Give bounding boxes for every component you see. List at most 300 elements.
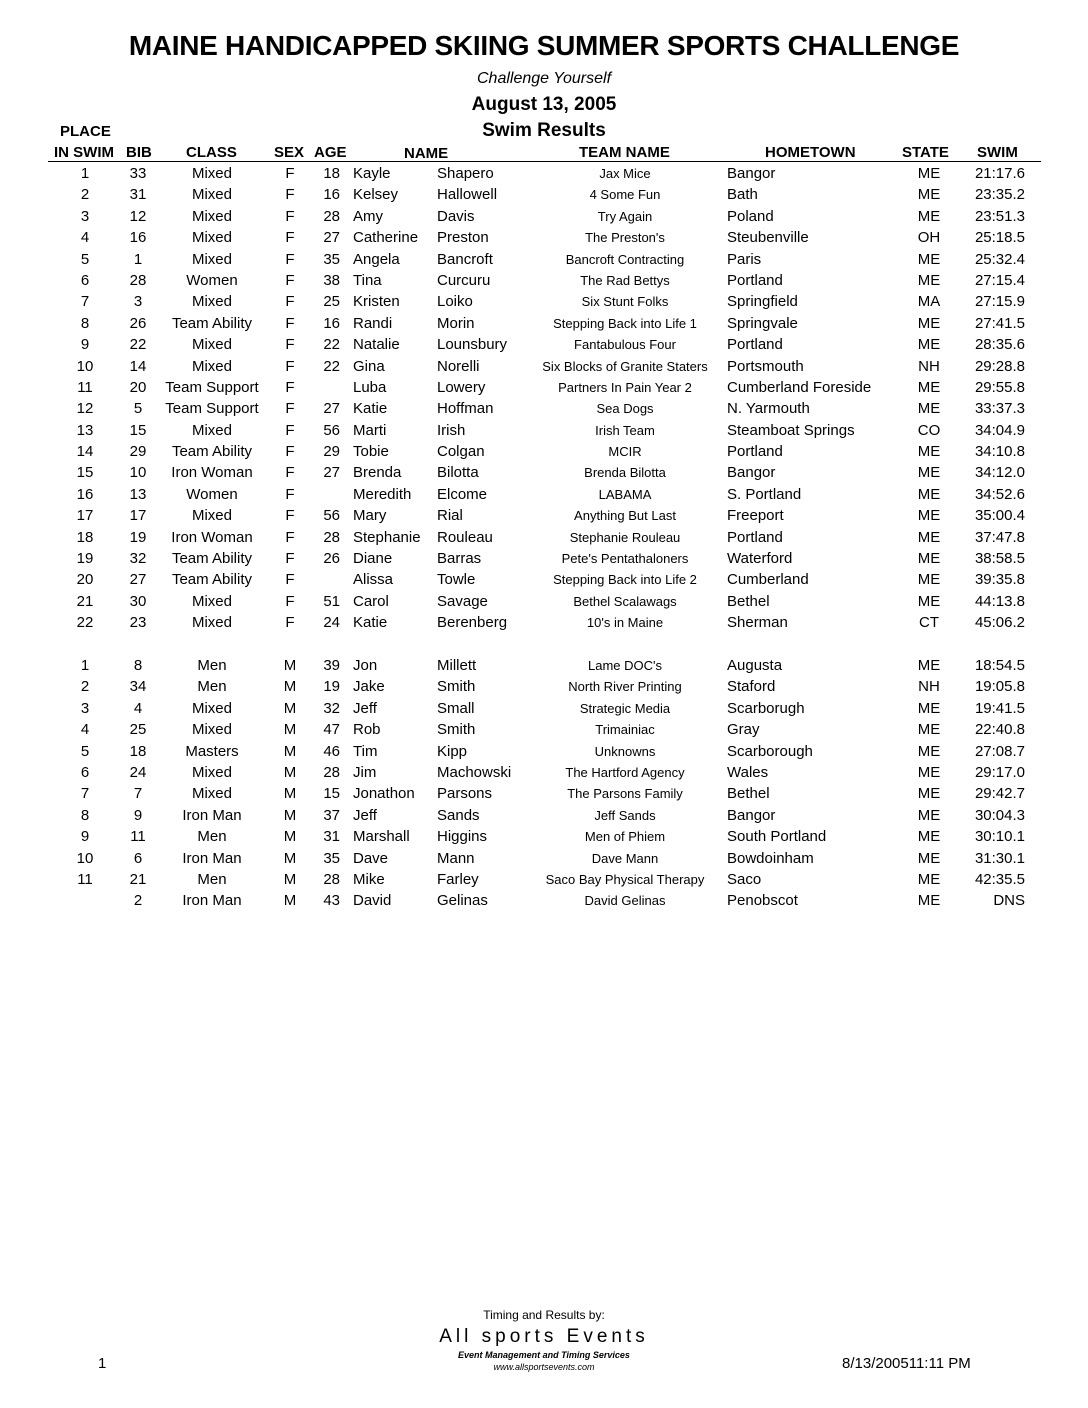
cell-bib: 21 (129, 870, 147, 888)
col-sex: SEX (274, 144, 305, 161)
cell-swim: DNS (993, 892, 1025, 910)
cell-first: Mike (353, 870, 385, 888)
cell-first: David (353, 892, 392, 910)
cell-swim: 30:10.1 (974, 828, 1025, 846)
cell-swim: 27:08.7 (974, 742, 1025, 760)
cell-swim: 39:35.8 (974, 571, 1025, 589)
cell-last: Rial (437, 507, 463, 525)
cell-last: Towle (437, 571, 476, 589)
cell-place: 10 (76, 849, 94, 867)
cell-state: NH (918, 357, 940, 375)
cell-class: Mixed (191, 336, 232, 354)
cell-bib: 29 (129, 443, 147, 461)
cell-swim: 34:52.6 (974, 485, 1025, 503)
cell-hometown: Bethel (727, 592, 770, 610)
cell-class: Mixed (191, 293, 232, 311)
cell-class: Team Ability (171, 314, 253, 332)
cell-swim: 23:35.2 (974, 186, 1025, 204)
cell-class: Team Ability (171, 443, 253, 461)
cell-swim: 19:05.8 (974, 678, 1025, 696)
cell-hometown: Portland (727, 336, 783, 354)
cell-place: 14 (76, 443, 94, 461)
cell-bib: 26 (129, 314, 147, 332)
cell-state: ME (917, 870, 941, 888)
cell-last: Parsons (437, 785, 493, 803)
cell-state: ME (917, 507, 941, 525)
cell-hometown: Poland (727, 207, 774, 225)
cell-bib: 24 (129, 763, 147, 781)
table-row (0, 441, 1088, 462)
cell-bib: 18 (129, 742, 147, 760)
col-place-top: PLACE (60, 123, 111, 140)
cell-class: Mixed (191, 592, 232, 610)
cell-class: Mixed (191, 165, 232, 182)
cell-team: The Hartford Agency (565, 764, 685, 780)
cell-last: Kipp (437, 742, 468, 760)
cell-sex: M (283, 849, 297, 867)
cell-bib: 20 (129, 378, 147, 396)
cell-bib: 34 (129, 678, 147, 696)
table-row (0, 762, 1088, 783)
cell-sex: F (285, 550, 295, 568)
cell-last: Loiko (437, 293, 473, 311)
cell-place: 7 (80, 785, 90, 803)
cell-last: Norelli (437, 357, 480, 375)
cell-first: Diane (353, 550, 393, 568)
cell-bib: 8 (133, 656, 143, 674)
cell-last: Savage (437, 592, 488, 610)
cell-hometown: Springfield (727, 293, 798, 311)
cell-sex: F (285, 421, 295, 439)
cell-first: Catherine (353, 229, 419, 247)
cell-team: The Parsons Family (567, 786, 683, 802)
cell-team: Pete's Pentathaloners (561, 551, 689, 567)
cell-bib: 5 (133, 400, 143, 418)
sponsor-tagline: Event Management and Timing Services (458, 1350, 630, 1360)
col-age: AGE (314, 144, 347, 161)
table-row (0, 826, 1088, 847)
cell-first: Tobie (353, 443, 389, 461)
cell-state: ME (917, 207, 941, 225)
cell-state: ME (917, 571, 941, 589)
cell-state: ME (917, 849, 941, 867)
cell-first: Marshall (353, 828, 410, 846)
cell-sex: F (285, 207, 295, 225)
cell-bib: 31 (129, 186, 147, 204)
cell-class: Masters (185, 742, 239, 760)
cell-team: Saco Bay Physical Therapy (545, 871, 705, 887)
cell-swim: 34:10.8 (974, 443, 1025, 461)
cell-sex: F (285, 229, 295, 247)
cell-class: Mixed (191, 250, 232, 268)
cell-first: Amy (353, 207, 383, 225)
cell-age: 19 (323, 678, 340, 696)
cell-place: 18 (76, 528, 94, 546)
cell-hometown: Paris (727, 250, 762, 268)
cell-bib: 7 (133, 785, 143, 803)
cell-sex: F (285, 378, 295, 396)
cell-team: Try Again (597, 208, 653, 224)
cell-age: 32 (323, 699, 340, 717)
cell-last: Shapero (437, 165, 494, 182)
cell-sex: M (283, 656, 297, 674)
cell-age: 28 (323, 763, 340, 781)
cell-sex: F (285, 336, 295, 354)
cell-team: Stepping Back into Life 1 (553, 315, 697, 331)
col-team: TEAM NAME (579, 144, 670, 161)
cell-last: Morin (437, 314, 475, 332)
cell-last: Machowski (437, 763, 512, 781)
cell-place: 3 (80, 699, 90, 717)
cell-place: 7 (80, 293, 90, 311)
cell-last: Barras (437, 550, 482, 568)
col-swim: SWIM (977, 144, 1018, 161)
cell-first: Brenda (353, 464, 402, 482)
cell-hometown: Waterford (727, 550, 793, 568)
cell-place: 20 (76, 571, 94, 589)
cell-state: NH (918, 678, 940, 696)
cell-last: Davis (437, 207, 475, 225)
cell-place: 22 (76, 614, 94, 632)
cell-team: Stepping Back into Life 2 (553, 572, 697, 588)
cell-hometown: Portland (727, 271, 783, 289)
cell-place: 5 (80, 250, 90, 268)
cell-first: Katie (353, 614, 388, 632)
table-row (0, 313, 1088, 334)
cell-first: Kristen (353, 293, 400, 311)
cell-swim: 45:06.2 (974, 614, 1025, 632)
cell-first: Marti (353, 421, 387, 439)
cell-swim: 22:40.8 (974, 721, 1025, 739)
cell-swim: 27:41.5 (974, 314, 1025, 332)
cell-hometown: Portland (727, 528, 783, 546)
cell-class: Men (197, 828, 227, 846)
cell-class: Mixed (191, 229, 232, 247)
cell-hometown: N. Yarmouth (727, 400, 810, 418)
sponsor-logo: All sports Events (439, 1326, 649, 1347)
cell-bib: 9 (133, 806, 143, 824)
cell-bib: 23 (129, 614, 147, 632)
cell-last: Elcome (437, 485, 488, 503)
cell-age: 25 (323, 293, 340, 311)
col-hometown: HOMETOWN (765, 144, 856, 161)
cell-first: Meredith (353, 485, 412, 503)
cell-first: Dave (353, 849, 389, 867)
table-row (0, 698, 1088, 719)
cell-swim: 29:17.0 (974, 763, 1025, 781)
cell-hometown: Bangor (727, 806, 776, 824)
cell-class: Mixed (191, 614, 232, 632)
cell-hometown: Bangor (727, 464, 776, 482)
cell-class: Mixed (191, 207, 232, 225)
cell-first: Rob (353, 721, 381, 739)
cell-swim: 35:00.4 (974, 507, 1025, 525)
cell-swim: 44:13.8 (974, 592, 1025, 610)
cell-sex: M (283, 678, 297, 696)
cell-swim: 33:37.3 (974, 400, 1025, 418)
cell-team: North River Printing (568, 679, 682, 695)
cell-first: Gina (353, 357, 385, 375)
cell-age: 16 (323, 186, 340, 204)
cell-last: Irish (437, 421, 466, 439)
cell-last: Curcuru (437, 271, 491, 289)
cell-sex: F (285, 357, 295, 375)
cell-class: Team Ability (171, 550, 253, 568)
cell-hometown: Scarborugh (727, 699, 805, 717)
cell-age: 43 (323, 892, 340, 910)
cell-place: 9 (80, 828, 90, 846)
cell-last: Smith (437, 678, 476, 696)
cell-team: Fantabulous Four (574, 337, 676, 353)
cell-state: ME (917, 742, 941, 760)
cell-age: 27 (323, 229, 340, 247)
cell-sex: F (285, 271, 295, 289)
cell-hometown: S. Portland (727, 485, 802, 503)
cell-place: 4 (80, 229, 90, 247)
page-number: 1 (98, 1355, 107, 1372)
cell-bib: 32 (129, 550, 147, 568)
cell-sex: F (285, 443, 295, 461)
cell-class: Mixed (191, 785, 232, 803)
cell-bib: 14 (129, 357, 147, 375)
cell-bib: 2 (133, 892, 143, 910)
table-row (0, 591, 1088, 612)
cell-sex: F (285, 507, 295, 525)
cell-state: ME (917, 165, 941, 182)
cell-team: Lame DOC's (587, 657, 662, 673)
cell-team: Six Stunt Folks (581, 294, 669, 310)
table-row (0, 398, 1088, 419)
cell-sex: F (285, 165, 295, 182)
timing-label: Timing and Results by: (483, 1308, 605, 1322)
cell-sex: M (283, 828, 297, 846)
cell-state: MA (917, 293, 941, 311)
cell-first: Jeff (353, 699, 377, 717)
cell-sex: M (283, 806, 297, 824)
cell-last: Hoffman (437, 400, 494, 418)
cell-age: 22 (323, 336, 340, 354)
header-rule (48, 161, 1041, 162)
cell-age: 22 (323, 357, 340, 375)
cell-team: Six Blocks of Granite Staters (542, 358, 708, 374)
cell-last: Lowery (437, 378, 486, 396)
cell-bib: 10 (129, 464, 147, 482)
table-row (0, 655, 1088, 676)
cell-last: Mann (437, 849, 475, 867)
cell-place: 15 (76, 464, 94, 482)
cell-bib: 11 (130, 828, 146, 846)
cell-age: 27 (323, 464, 340, 482)
cell-class: Men (197, 870, 227, 888)
cell-hometown: Steamboat Springs (727, 421, 855, 439)
cell-first: Angela (353, 250, 400, 268)
cell-bib: 16 (129, 229, 147, 247)
cell-hometown: Scarborough (727, 742, 813, 760)
cell-hometown: Wales (727, 763, 769, 781)
cell-age: 16 (323, 314, 340, 332)
cell-age: 31 (323, 828, 340, 846)
cell-state: ME (917, 721, 941, 739)
cell-swim: 19:41.5 (974, 699, 1025, 717)
cell-bib: 33 (129, 165, 147, 182)
cell-bib: 17 (129, 507, 147, 525)
cell-hometown: Cumberland Foreside (727, 378, 872, 396)
table-row (0, 163, 1088, 184)
table-row (0, 527, 1088, 548)
cell-place: 8 (80, 314, 90, 332)
table-row (0, 227, 1088, 248)
results-table (0, 163, 1088, 912)
cell-team: Unknowns (594, 743, 656, 759)
cell-last: Berenberg (437, 614, 508, 632)
cell-sex: F (285, 614, 295, 632)
cell-sex: F (285, 400, 295, 418)
table-row (0, 805, 1088, 826)
cell-state: ME (917, 785, 941, 803)
cell-class: Team Support (165, 400, 259, 418)
cell-swim: 42:35.5 (974, 870, 1025, 888)
cell-first: Jon (353, 656, 378, 674)
event-date: August 13, 2005 (471, 94, 617, 115)
table-row (0, 420, 1088, 441)
cell-class: Women (186, 271, 238, 289)
cell-hometown: Portsmouth (727, 357, 804, 375)
cell-swim: 38:58.5 (974, 550, 1025, 568)
col-name: NAME (404, 145, 449, 162)
cell-sex: F (285, 485, 295, 503)
cell-class: Mixed (191, 507, 232, 525)
cell-last: Colgan (437, 443, 485, 461)
cell-first: Alissa (353, 571, 394, 589)
cell-age: 51 (323, 592, 340, 610)
cell-swim: 25:32.4 (974, 250, 1025, 268)
cell-state: ME (917, 550, 941, 568)
event-name: Swim Results (482, 120, 606, 141)
cell-sex: M (283, 870, 297, 888)
cell-first: Jonathon (353, 785, 415, 803)
cell-last: Small (437, 699, 475, 717)
cell-place: 5 (80, 742, 90, 760)
cell-class: Mixed (191, 186, 232, 204)
cell-last: Bancroft (437, 250, 493, 268)
cell-last: Farley (437, 870, 479, 888)
cell-team: Bancroft Contracting (565, 251, 685, 267)
cell-age: 29 (323, 443, 340, 461)
cell-place: 6 (80, 271, 90, 289)
cell-place: 2 (80, 678, 90, 696)
cell-bib: 3 (133, 293, 143, 311)
table-row (0, 356, 1088, 377)
cell-state: ME (917, 828, 941, 846)
cell-place: 11 (77, 378, 93, 396)
cell-team: Bethel Scalawags (573, 593, 677, 609)
cell-swim: 34:04.9 (974, 421, 1025, 439)
cell-team: Anything But Last (574, 508, 676, 524)
cell-place: 1 (80, 656, 90, 674)
col-place-bottom: IN SWIM (54, 144, 114, 161)
cell-bib: 25 (129, 721, 147, 739)
cell-place: 16 (76, 485, 94, 503)
page-title: MAINE HANDICAPPED SKIING SUMMER SPORTS CHALLENGE (128, 30, 960, 61)
cell-place: 6 (80, 763, 90, 781)
cell-first: Kayle (353, 165, 391, 182)
cell-team: The Rad Bettys (580, 272, 670, 288)
cell-state: ME (917, 892, 941, 910)
cell-class: Mixed (191, 421, 232, 439)
cell-state: ME (917, 699, 941, 717)
cell-age: 28 (323, 207, 340, 225)
table-row (0, 377, 1088, 398)
cell-state: ME (917, 314, 941, 332)
cell-class: Iron Woman (171, 528, 253, 546)
cell-age: 15 (323, 785, 340, 803)
cell-last: Gelinas (437, 892, 488, 910)
table-row (0, 612, 1088, 633)
cell-hometown: Bowdoinham (727, 849, 814, 867)
cell-hometown: Gray (727, 721, 760, 739)
cell-swim: 21:17.6 (974, 165, 1025, 182)
cell-bib: 12 (129, 207, 147, 225)
cell-team: LABAMA (598, 486, 652, 502)
cell-team: 10's in Maine (586, 615, 664, 631)
cell-sex: M (283, 785, 297, 803)
table-row (0, 548, 1088, 569)
cell-age: 18 (323, 165, 340, 182)
cell-state: ME (917, 592, 941, 610)
table-row (0, 206, 1088, 227)
cell-sex: F (285, 464, 295, 482)
cell-age: 38 (323, 271, 340, 289)
cell-first: Tim (353, 742, 378, 760)
cell-hometown: Cumberland (727, 571, 809, 589)
cell-place: 1 (80, 165, 90, 182)
cell-sex: F (285, 293, 295, 311)
cell-sex: F (285, 571, 295, 589)
cell-team: Brenda Bilotta (584, 465, 666, 481)
cell-class: Team Support (165, 378, 259, 396)
cell-last: Sands (437, 806, 480, 824)
cell-swim: 25:18.5 (974, 229, 1025, 247)
cell-bib: 19 (129, 528, 147, 546)
col-class: CLASS (186, 144, 237, 161)
cell-state: ME (917, 763, 941, 781)
cell-first: Carol (353, 592, 389, 610)
cell-team: The Preston's (585, 230, 665, 246)
cell-place: 13 (76, 421, 94, 439)
cell-first: Jim (353, 763, 377, 781)
cell-state: ME (917, 400, 941, 418)
cell-hometown: Portland (727, 443, 783, 461)
cell-hometown: Freeport (727, 507, 784, 525)
table-row (0, 462, 1088, 483)
cell-last: Higgins (437, 828, 488, 846)
cell-team: Strategic Media (579, 700, 671, 716)
cell-class: Iron Man (182, 806, 242, 824)
cell-team: Sea Dogs (596, 401, 654, 417)
table-row (0, 184, 1088, 205)
table-row (0, 741, 1088, 762)
cell-state: ME (917, 443, 941, 461)
cell-sex: M (283, 742, 297, 760)
cell-hometown: Bangor (727, 165, 776, 182)
cell-hometown: Saco (727, 870, 762, 888)
cell-age: 47 (323, 721, 340, 739)
cell-class: Iron Man (182, 849, 242, 867)
cell-sex: F (285, 592, 295, 610)
cell-swim: 34:12.0 (974, 464, 1025, 482)
cell-place: 9 (80, 336, 90, 354)
cell-place: 4 (80, 721, 90, 739)
